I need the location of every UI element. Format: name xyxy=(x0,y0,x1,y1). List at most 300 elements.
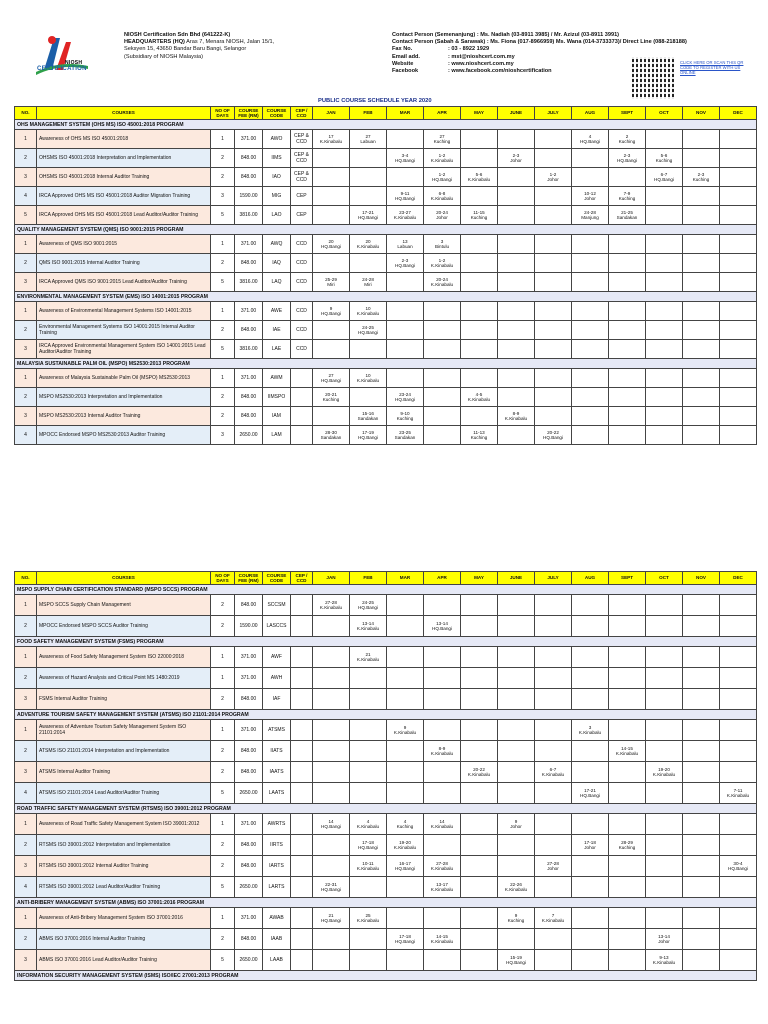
schedule-cell[interactable]: 27-28 K.Kinabalu xyxy=(313,595,350,616)
course-no: 3 xyxy=(15,168,37,187)
schedule-cell[interactable]: 1-2 HQ.Bangi xyxy=(424,168,461,187)
schedule-cell[interactable]: 7-9 Kuching xyxy=(609,187,646,206)
schedule-cell[interactable]: 17-18 Johor xyxy=(572,835,609,856)
schedule-cell xyxy=(461,149,498,168)
course-row[interactable] xyxy=(15,814,757,835)
schedule-cell[interactable]: 23-25 Sandakan xyxy=(387,426,424,445)
course-no: 2 xyxy=(15,835,37,856)
schedule-cell[interactable]: 4 Kuching xyxy=(387,814,424,835)
schedule-cell xyxy=(387,302,424,321)
schedule-cell xyxy=(683,388,720,407)
cep-ccd: CEP & CCD xyxy=(291,130,313,149)
course-code: LAM xyxy=(263,426,291,445)
schedule-cell xyxy=(683,929,720,950)
qr-register-link[interactable]: CLICK HERE OR SCAN THIS QR CODE TO REGISTER WITH US ONLINE xyxy=(680,60,744,76)
schedule-cell[interactable]: 28-30 Sandakan xyxy=(313,426,350,445)
column-header: APR xyxy=(424,572,461,585)
course-row[interactable] xyxy=(15,689,757,710)
schedule-cell xyxy=(387,908,424,929)
schedule-cell xyxy=(424,783,461,804)
course-row[interactable] xyxy=(15,130,757,149)
schedule-cell[interactable]: 25 K.Kinabalu xyxy=(350,908,387,929)
schedule-cell[interactable]: 15-19 HQ.Bangi xyxy=(498,950,535,971)
schedule-cell xyxy=(572,369,609,388)
schedule-cell[interactable]: 17-19 HQ.Bangi xyxy=(350,426,387,445)
column-header: JUNE xyxy=(498,107,535,120)
schedule-cell xyxy=(387,321,424,340)
column-header: JULY xyxy=(535,572,572,585)
course-row[interactable] xyxy=(15,616,757,637)
schedule-cell[interactable]: 9 Kuching xyxy=(498,908,535,929)
course-code: LASCCS xyxy=(263,616,291,637)
course-code: IIMSPO xyxy=(263,388,291,407)
schedule-cell[interactable]: 23-24 HQ.Bangi xyxy=(387,388,424,407)
schedule-cell xyxy=(683,762,720,783)
schedule-cell[interactable]: 2-3 Kuching xyxy=(683,168,720,187)
course-row[interactable] xyxy=(15,783,757,804)
program-section-title: ANTI-BRIBERY MANAGEMENT SYSTEM (ABMS) ISO 37001:2016 PROGRAM xyxy=(15,898,757,908)
program-section-row xyxy=(15,292,757,302)
schedule-cell[interactable]: 19-20 K.Kinabalu xyxy=(387,835,424,856)
schedule-cell[interactable]: 3 Bintulu xyxy=(424,235,461,254)
schedule-cell xyxy=(387,595,424,616)
course-code: IAQ xyxy=(263,254,291,273)
course-name: IRCA Approved Environmental Management System ISO 14001:2015 Lead Auditor/Auditor Training xyxy=(37,340,211,359)
schedule-cell[interactable]: 20 HQ.Bangi xyxy=(313,235,350,254)
schedule-cell xyxy=(646,668,683,689)
schedule-cell[interactable]: 14-15 K.Kinabalu xyxy=(609,741,646,762)
course-days: 1 xyxy=(211,908,235,929)
hq-label: HEADQUARTERS (HQ) xyxy=(124,39,185,46)
course-name: QMS ISO 9001:2015 Internal Auditor Training xyxy=(37,254,211,273)
schedule-cell[interactable]: 17-18 HQ.Bangi xyxy=(387,929,424,950)
schedule-cell[interactable]: 21 HQ.Bangi xyxy=(313,908,350,929)
schedule-cell xyxy=(498,254,535,273)
schedule-cell[interactable]: 17-21 HQ.Bangi xyxy=(572,783,609,804)
email-value[interactable]: : mst@nioshcert.com.my xyxy=(448,53,515,60)
schedule-cell xyxy=(720,273,757,292)
course-name: IRCA Approved OHS MS ISO 45001:2018 Auditor Migration Training xyxy=(37,187,211,206)
course-row[interactable] xyxy=(15,206,757,225)
schedule-cell[interactable]: 6-7 HQ.Bangi xyxy=(646,168,683,187)
schedule-cell[interactable]: 5-6 K.Kinabalu xyxy=(461,168,498,187)
schedule-cell xyxy=(720,929,757,950)
course-code: MIG xyxy=(263,187,291,206)
course-name: OHSMS ISO 45001:2018 Interpretation and Implementation xyxy=(37,149,211,168)
schedule-cell[interactable]: 20 K.Kinabalu xyxy=(350,235,387,254)
schedule-cell xyxy=(535,130,572,149)
schedule-cell xyxy=(572,340,609,359)
schedule-cell[interactable]: 10-12 Johor xyxy=(572,187,609,206)
course-days: 5 xyxy=(211,340,235,359)
course-row[interactable] xyxy=(15,254,757,273)
schedule-cell xyxy=(609,720,646,741)
course-days: 2 xyxy=(211,407,235,426)
schedule-cell xyxy=(572,149,609,168)
schedule-cell xyxy=(683,235,720,254)
schedule-cell xyxy=(424,426,461,445)
course-row[interactable] xyxy=(15,407,757,426)
schedule-cell xyxy=(609,647,646,668)
schedule-cell xyxy=(720,595,757,616)
schedule-cell[interactable]: 3-4 HQ.Bangi xyxy=(387,149,424,168)
course-code: AWM xyxy=(263,369,291,388)
course-code: AWF xyxy=(263,647,291,668)
column-header: MAR xyxy=(387,107,424,120)
schedule-cell[interactable]: 25-29 Miri xyxy=(313,273,350,292)
schedule-cell xyxy=(609,321,646,340)
schedule-cell xyxy=(646,741,683,762)
schedule-cell[interactable]: 11-13 Kuching xyxy=(461,426,498,445)
schedule-cell xyxy=(720,254,757,273)
schedule-cell xyxy=(720,340,757,359)
column-header: COURSES xyxy=(37,107,211,120)
schedule-cell xyxy=(572,762,609,783)
course-fee: 848.00 xyxy=(235,595,263,616)
schedule-cell xyxy=(683,835,720,856)
course-row[interactable] xyxy=(15,835,757,856)
schedule-cell xyxy=(461,950,498,971)
schedule-cell[interactable]: 23-27 K.Kinabalu xyxy=(387,206,424,225)
schedule-cell xyxy=(350,689,387,710)
schedule-cell[interactable]: 8-9 K.Kinabalu xyxy=(424,741,461,762)
course-days: 5 xyxy=(211,950,235,971)
schedule-cell[interactable]: 13-14 HQ.Bangi xyxy=(424,616,461,637)
schedule-cell xyxy=(498,783,535,804)
course-row[interactable] xyxy=(15,426,757,445)
schedule-cell[interactable]: 9-11 HQ.Bangi xyxy=(387,187,424,206)
schedule-cell xyxy=(461,340,498,359)
schedule-cell[interactable]: 10 K.Kinabalu xyxy=(350,369,387,388)
column-header: COURSE FEE (RM) xyxy=(235,572,263,585)
course-no: 2 xyxy=(15,616,37,637)
schedule-cell[interactable]: 27-28 K.Kinabalu xyxy=(424,856,461,877)
schedule-cell[interactable]: 1-2 Johor xyxy=(535,168,572,187)
schedule-cell[interactable]: 20-21 Kuching xyxy=(313,388,350,407)
schedule-cell xyxy=(683,206,720,225)
schedule-cell[interactable]: 2-3 HQ.Bangi xyxy=(609,149,646,168)
cep-ccd xyxy=(291,720,313,741)
course-name: MSPO SCCS Supply Chain Management xyxy=(37,595,211,616)
schedule-cell xyxy=(609,668,646,689)
logo-wordmark: NIOSH CERTIFICATION xyxy=(37,60,87,72)
schedule-cell xyxy=(350,929,387,950)
schedule-cell xyxy=(424,407,461,426)
schedule-cell[interactable]: 21-25 Sandakan xyxy=(609,206,646,225)
schedule-cell xyxy=(535,689,572,710)
schedule-cell[interactable]: 19-20 K.Kinabalu xyxy=(646,762,683,783)
course-row[interactable] xyxy=(15,168,757,187)
course-row[interactable] xyxy=(15,149,757,168)
schedule-cell xyxy=(535,340,572,359)
schedule-cell xyxy=(720,168,757,187)
schedule-cell xyxy=(535,877,572,898)
schedule-cell xyxy=(424,689,461,710)
schedule-cell[interactable]: 9 Johor xyxy=(498,814,535,835)
schedule-cell xyxy=(461,814,498,835)
schedule-cell xyxy=(609,783,646,804)
schedule-cell[interactable]: 11-15 Kuching xyxy=(461,206,498,225)
schedule-cell[interactable]: 22-31 HQ.Bangi xyxy=(313,877,350,898)
cep-ccd xyxy=(291,388,313,407)
course-no: 3 xyxy=(15,856,37,877)
course-row[interactable] xyxy=(15,762,757,783)
program-section-row xyxy=(15,585,757,595)
course-code: IAM xyxy=(263,407,291,426)
schedule-cell[interactable]: 6-8 K.Kinabalu xyxy=(424,187,461,206)
schedule-cell[interactable]: 13-14 Johor xyxy=(646,929,683,950)
course-days: 2 xyxy=(211,741,235,762)
schedule-cell xyxy=(720,835,757,856)
schedule-cell[interactable]: 14-15 K.Kinabalu xyxy=(424,929,461,950)
schedule-cell xyxy=(313,187,350,206)
course-code: AWO xyxy=(263,130,291,149)
schedule-cell[interactable]: 21 K.Kinabalu xyxy=(350,647,387,668)
course-fee: 848.00 xyxy=(235,741,263,762)
schedule-cell xyxy=(387,168,424,187)
course-days: 2 xyxy=(211,856,235,877)
program-section-row xyxy=(15,637,757,647)
course-row[interactable] xyxy=(15,595,757,616)
schedule-cell xyxy=(498,187,535,206)
program-section-row xyxy=(15,120,757,130)
schedule-cell[interactable]: 9-13 K.Kinabalu xyxy=(646,950,683,971)
qr-code-overlay xyxy=(632,57,674,99)
course-code: LAQ xyxy=(263,273,291,292)
schedule-cell xyxy=(350,388,387,407)
program-section-row xyxy=(15,359,757,369)
schedule-cell[interactable]: 20-24 K.Kinabalu xyxy=(424,273,461,292)
cep-ccd xyxy=(291,814,313,835)
course-fee: 848.00 xyxy=(235,762,263,783)
schedule-cell[interactable]: 24-25 HQ.Bangi xyxy=(350,321,387,340)
course-row[interactable] xyxy=(15,369,757,388)
schedule-cell[interactable]: 27 Kuching xyxy=(424,130,461,149)
schedule-cell[interactable]: 16-17 HQ.Bangi xyxy=(387,856,424,877)
schedule-cell xyxy=(387,762,424,783)
course-code: LARTS xyxy=(263,877,291,898)
schedule-cell[interactable]: 20-22 K.Kinabalu xyxy=(461,762,498,783)
course-code: ATSMS xyxy=(263,720,291,741)
course-code: IAAB xyxy=(263,929,291,950)
schedule-cell[interactable]: 27 Labuan xyxy=(350,130,387,149)
course-days: 2 xyxy=(211,835,235,856)
schedule-cell[interactable]: 24-28 Manjung xyxy=(572,206,609,225)
course-days: 2 xyxy=(211,616,235,637)
schedule-cell[interactable]: 28-29 Kuching xyxy=(609,835,646,856)
schedule-cell xyxy=(313,741,350,762)
course-row[interactable] xyxy=(15,321,757,340)
schedule-cell xyxy=(387,616,424,637)
course-row[interactable] xyxy=(15,741,757,762)
schedule-cell xyxy=(535,388,572,407)
schedule-cell xyxy=(313,856,350,877)
column-header: SEPT xyxy=(609,572,646,585)
column-header: JAN xyxy=(313,107,350,120)
facebook-value[interactable]: : www.facebook.com/nioshcertification xyxy=(448,68,552,75)
course-days: 3 xyxy=(211,187,235,206)
cep-ccd xyxy=(291,762,313,783)
schedule-cell[interactable]: 9 K.Kinabalu xyxy=(387,720,424,741)
course-days: 5 xyxy=(211,877,235,898)
schedule-cell xyxy=(498,720,535,741)
schedule-cell[interactable]: 1-2 K.Kinabalu xyxy=(424,149,461,168)
course-fee: 848.00 xyxy=(235,856,263,877)
course-row[interactable] xyxy=(15,668,757,689)
course-days: 3 xyxy=(211,426,235,445)
course-no: 1 xyxy=(15,908,37,929)
schedule-cell xyxy=(683,130,720,149)
course-row[interactable] xyxy=(15,273,757,292)
schedule-cell[interactable]: 4 HQ.Bangi xyxy=(572,130,609,149)
schedule-cell[interactable]: 24-28 Miri xyxy=(350,273,387,292)
course-row[interactable] xyxy=(15,302,757,321)
course-fee: 848.00 xyxy=(235,835,263,856)
schedule-cell xyxy=(313,149,350,168)
schedule-title: PUBLIC COURSE SCHEDULE YEAR 2020 xyxy=(318,98,432,104)
schedule-cell xyxy=(387,689,424,710)
course-no: 2 xyxy=(15,741,37,762)
column-header: MAY xyxy=(461,572,498,585)
course-row[interactable] xyxy=(15,929,757,950)
schedule-cell[interactable]: 10-11 K.Kinabalu xyxy=(350,856,387,877)
course-name: Awareness of Anti-Bribery Management System ISO 37001:2016 xyxy=(37,908,211,929)
course-row[interactable] xyxy=(15,187,757,206)
schedule-cell[interactable]: 7-11 K.Kinabalu xyxy=(720,783,757,804)
schedule-cell[interactable]: 27-28 Johor xyxy=(535,856,572,877)
schedule-cell xyxy=(720,369,757,388)
schedule-cell xyxy=(424,835,461,856)
schedule-cell xyxy=(683,950,720,971)
schedule-cell[interactable]: 13-17 K.Kinabalu xyxy=(424,877,461,898)
schedule-cell[interactable]: 14 HQ.Bangi xyxy=(313,814,350,835)
schedule-cell xyxy=(572,426,609,445)
schedule-cell xyxy=(498,168,535,187)
course-days: 1 xyxy=(211,814,235,835)
schedule-cell[interactable]: 13 Labuan xyxy=(387,235,424,254)
schedule-cell[interactable]: 20-24 Johor xyxy=(424,206,461,225)
schedule-cell xyxy=(461,130,498,149)
schedule-cell[interactable]: 1-2 K.Kinabalu xyxy=(424,254,461,273)
course-fee: 848.00 xyxy=(235,929,263,950)
course-no: 4 xyxy=(15,783,37,804)
schedule-cell[interactable]: 3 K.Kinabalu xyxy=(572,720,609,741)
course-name: RTSMS ISO 39001:2012 Internal Auditor Training xyxy=(37,856,211,877)
schedule-cell xyxy=(350,783,387,804)
schedule-cell xyxy=(720,206,757,225)
schedule-cell xyxy=(683,273,720,292)
course-no: 3 xyxy=(15,407,37,426)
schedule-cell xyxy=(313,689,350,710)
course-days: 1 xyxy=(211,720,235,741)
column-header: CEP / CCD xyxy=(291,107,313,120)
course-no: 3 xyxy=(15,689,37,710)
course-name: IRCA Approved OHS MS ISO 45001:2018 Lead Auditor/Auditor Training xyxy=(37,206,211,225)
schedule-cell xyxy=(609,254,646,273)
column-header: JULY xyxy=(535,107,572,120)
schedule-cell[interactable]: 17-18 HQ.Bangi xyxy=(350,835,387,856)
schedule-cell xyxy=(535,783,572,804)
course-row[interactable] xyxy=(15,720,757,741)
course-name: ABMS ISO 37001:2016 Lead Auditor/Auditor Training xyxy=(37,950,211,971)
schedule-table-page2 xyxy=(14,571,757,981)
course-row[interactable] xyxy=(15,950,757,971)
schedule-cell[interactable]: 5-6 Kuching xyxy=(646,149,683,168)
schedule-cell xyxy=(350,254,387,273)
schedule-cell xyxy=(572,407,609,426)
schedule-cell xyxy=(313,762,350,783)
course-name: RTSMS ISO 39001:2012 Lead Auditor/Auditor Training xyxy=(37,877,211,898)
schedule-cell[interactable]: 20-22 HQ.Bangi xyxy=(535,426,572,445)
course-row[interactable] xyxy=(15,340,757,359)
course-code: IAATS xyxy=(263,762,291,783)
schedule-cell[interactable]: 2 Kuching xyxy=(609,130,646,149)
schedule-cell[interactable]: 6-7 K.Kinabalu xyxy=(535,762,572,783)
schedule-cell[interactable]: 14 K.Kinabalu xyxy=(424,814,461,835)
schedule-cell[interactable]: 17 K.Kinabalu xyxy=(313,130,350,149)
schedule-cell[interactable]: 9-10 Kuching xyxy=(387,407,424,426)
schedule-cell xyxy=(461,877,498,898)
course-row[interactable] xyxy=(15,877,757,898)
schedule-cell[interactable]: 17-21 HQ.Bangi xyxy=(350,206,387,225)
schedule-cell xyxy=(461,835,498,856)
schedule-cell[interactable]: 8-9 K.Kinabalu xyxy=(498,407,535,426)
schedule-cell[interactable]: 4-5 K.Kinabalu xyxy=(461,388,498,407)
document-header xyxy=(0,0,768,108)
schedule-cell[interactable]: 2-3 HQ.Bangi xyxy=(387,254,424,273)
schedule-cell xyxy=(683,668,720,689)
schedule-cell xyxy=(535,407,572,426)
course-fee: 848.00 xyxy=(235,689,263,710)
schedule-cell xyxy=(461,321,498,340)
website-value[interactable]: : www.nioshcert.com.my xyxy=(448,60,514,67)
schedule-cell[interactable]: 15-16 Sandakan xyxy=(350,407,387,426)
schedule-cell[interactable]: 24-25 HQ.Bangi xyxy=(350,595,387,616)
course-days: 5 xyxy=(211,206,235,225)
schedule-cell xyxy=(609,369,646,388)
schedule-cell[interactable]: 30-4 HQ.Bangi xyxy=(720,856,757,877)
schedule-cell[interactable]: 7 K.Kinabalu xyxy=(535,908,572,929)
course-row[interactable] xyxy=(15,856,757,877)
schedule-cell xyxy=(498,929,535,950)
course-no: 1 xyxy=(15,595,37,616)
course-no: 1 xyxy=(15,302,37,321)
course-row[interactable] xyxy=(15,908,757,929)
cep-ccd xyxy=(291,647,313,668)
course-name: Environmental Management Systems ISO 14001:2015 Internal Auditor Training xyxy=(37,321,211,340)
schedule-cell xyxy=(424,762,461,783)
schedule-cell[interactable]: 4 K.Kinabalu xyxy=(350,814,387,835)
schedule-cell[interactable]: 13-14 K.Kinabalu xyxy=(350,616,387,637)
course-fee: 848.00 xyxy=(235,149,263,168)
schedule-cell[interactable]: 27 HQ.Bangi xyxy=(313,369,350,388)
course-name: Awareness of QMS ISO 9001:2015 xyxy=(37,235,211,254)
schedule-cell xyxy=(461,616,498,637)
course-row[interactable] xyxy=(15,647,757,668)
schedule-cell xyxy=(683,856,720,877)
schedule-cell[interactable]: 22-26 K.Kinabalu xyxy=(498,877,535,898)
course-fee: 2650.00 xyxy=(235,877,263,898)
course-days: 1 xyxy=(211,369,235,388)
course-fee: 848.00 xyxy=(235,388,263,407)
schedule-cell[interactable]: 10 K.Kinabalu xyxy=(350,302,387,321)
schedule-cell[interactable]: 2-3 Johor xyxy=(498,149,535,168)
schedule-cell xyxy=(313,616,350,637)
course-row[interactable] xyxy=(15,235,757,254)
schedule-cell xyxy=(646,254,683,273)
schedule-cell[interactable]: 9 HQ.Bangi xyxy=(313,302,350,321)
course-row[interactable] xyxy=(15,388,757,407)
